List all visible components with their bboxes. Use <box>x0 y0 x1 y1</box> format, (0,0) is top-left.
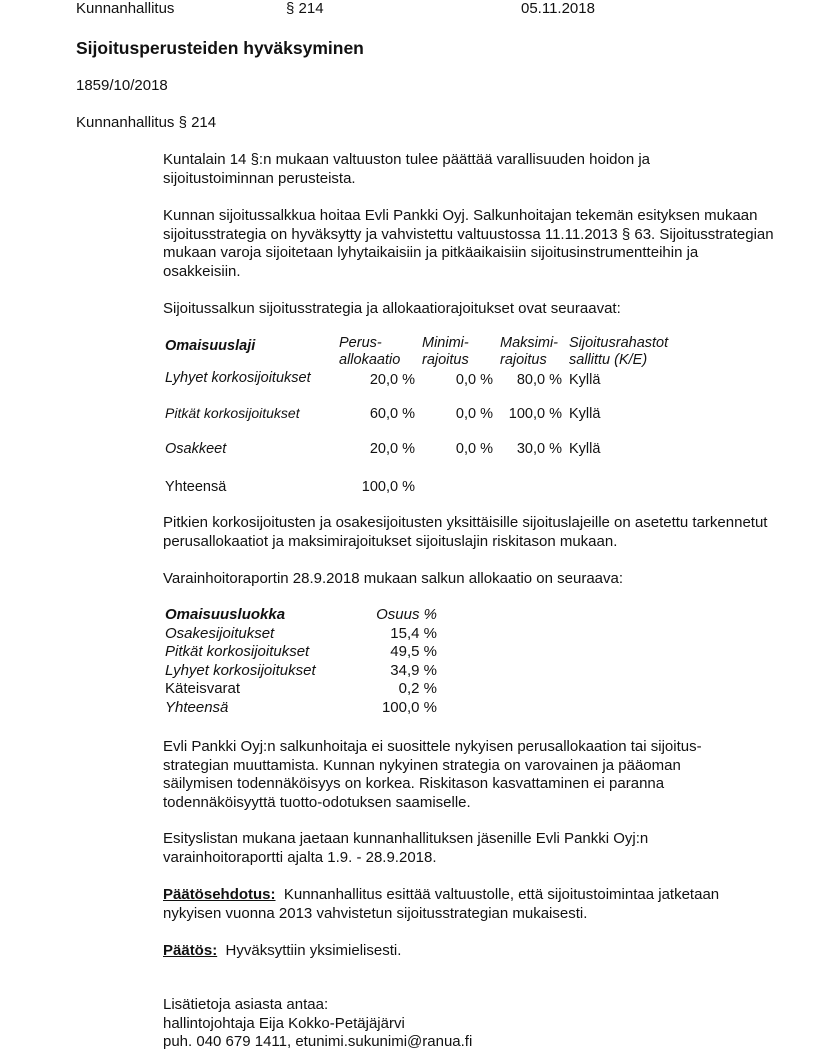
col-header-max-1: Maksimi- <box>500 335 558 351</box>
paragraph-text: Varainhoitoraportin 28.9.2018 mukaan salkun allokaatio on seuraava: <box>163 570 624 587</box>
row-share: 15,4 % <box>390 624 437 642</box>
row-funds: Kyllä <box>569 441 601 457</box>
paragraph-text: Evli Pankki Oyj:n salkunhoitaja ei suosittele nykyisen perusallokaation tai sijoitus-strategian muuttamista. Kunnan nykyinen strategia on varovainen ja pääoman säilymisen todennäköisyys on korkea. Riskitason kasvattaminen ei paranna todennäköisyyttä tuotto-odotuksen saamiselle. <box>163 738 702 811</box>
paragraph-strategy-intro <box>163 300 773 319</box>
contact-line-2: hallintojohtaja Eija Kokko-Petäjäjärvi <box>163 1014 405 1032</box>
paragraph-text: Kunnan sijoitussalkkua hoitaa Evli Pankki Oyj. Salkunhoitajan tekemän esityksen mukaan sijoitusstrategia on hyväksytty ja vahvistettu valtuustossa 11.11.2013 § 63. Sijoitusstrategian mukaan varoja sijoitetaan lyhytaikaisiin ja pitkäaikaisiin sijoitusinstrumentteihin ja osakkeisiin. <box>163 207 774 280</box>
total-base: 100,0 % <box>361 479 415 495</box>
row-funds: Kyllä <box>569 372 601 388</box>
paragraph-report-intro <box>163 570 773 589</box>
row-class: Lyhyet korkosijoitukset <box>165 661 316 679</box>
col-header-funds-1: Sijoitusrahastot <box>569 335 669 351</box>
row-asset: Osakkeet <box>165 441 227 457</box>
row-class: Käteisvarat <box>165 680 241 697</box>
allocation-header-row <box>165 606 445 625</box>
header-body: Kunnanhallitus <box>76 0 175 17</box>
row-share: 0,2 % <box>398 680 437 697</box>
paragraph-text: Kuntalain 14 §:n mukaan valtuuston tulee päättää varallisuuden hoidon ja sijoitustoiminnan perusteista. <box>163 151 651 187</box>
row-class: Pitkät korkosijoitukset <box>165 643 310 660</box>
allocation-row <box>165 662 445 681</box>
col-header-funds-2: sallittu (K/E) <box>569 352 648 368</box>
row-max: 80,0 % <box>516 372 562 388</box>
col-header-min-2: rajoitus <box>422 352 469 368</box>
header-section: § 214 <box>286 0 324 17</box>
row-class: Yhteensä <box>165 698 229 716</box>
allocation-row <box>165 680 445 699</box>
col-header-min-1: Minimi- <box>422 335 469 351</box>
row-share: 49,5 % <box>390 643 437 660</box>
decision-label: Päätös: <box>163 942 218 959</box>
row-asset: Lyhyet korkosijoitukset <box>165 370 311 386</box>
paragraph-distribution <box>163 830 723 867</box>
col-header-base-1: Perus- <box>339 335 382 351</box>
paragraph-portfolio-manager <box>163 207 778 281</box>
row-asset: Pitkät korkosijoitukset <box>165 405 300 421</box>
paragraph-text: Sijoitussalkun sijoitusstrategia ja allokaatiorajoitukset ovat seuraavat: <box>163 300 621 317</box>
col-header-base-2: allokaatio <box>339 352 401 368</box>
body-section: Kunnanhallitus § 214 <box>76 114 217 131</box>
decision-text: Hyväksyttiin yksimielisesti. <box>225 942 402 959</box>
contact-line-1: Lisätietoja asiasta antaa: <box>163 996 329 1013</box>
row-funds: Kyllä <box>569 406 601 422</box>
allocation-table <box>165 606 445 717</box>
row-share: 100,0 % <box>381 698 437 716</box>
paragraph-legal-basis <box>163 151 723 188</box>
contact-line-3: puh. 040 679 1411, etunimi.sukunimi@ranua.fi <box>163 1033 473 1050</box>
row-base: 20,0 % <box>369 441 415 457</box>
row-class: Osakesijoitukset <box>165 624 275 642</box>
decision-proposal <box>163 886 733 923</box>
col-header-max-2: rajoitus <box>500 352 547 368</box>
proposal-label: Päätösehdotus: <box>163 886 276 903</box>
row-min: 0,0 % <box>455 372 493 388</box>
paragraph-recommendation <box>163 738 748 812</box>
row-share: 34,9 % <box>390 661 437 679</box>
col-header-asset: Omaisuuslaji <box>165 338 256 354</box>
row-min: 0,0 % <box>455 441 493 457</box>
row-base: 60,0 % <box>369 406 415 422</box>
row-min: 0,0 % <box>455 406 493 422</box>
page-title: Sijoitusperusteiden hyväksyminen <box>76 38 364 58</box>
paragraph-refined-allocation <box>163 514 783 551</box>
allocation-row <box>165 625 445 644</box>
row-base: 20,0 % <box>369 372 415 388</box>
strategy-table <box>165 335 685 505</box>
decision <box>163 942 773 961</box>
col-header-class: Omaisuusluokka <box>165 606 286 623</box>
row-max: 100,0 % <box>508 406 562 422</box>
paragraph-text: Pitkien korkosijoitusten ja osakesijoitusten yksittäisille sijoituslajeille on asetettu tarkennetut perusallokaatiot ja maksimirajoitukset sijoituslajin riskitason mukaan. <box>163 514 768 550</box>
contact-info <box>163 996 773 1052</box>
case-number: 1859/10/2018 <box>76 77 168 94</box>
proposal-text: Kunnanhallitus esittää valtuustolle, että sijoitustoimintaa jatketaan nykyisen vuonna 2013 vahvistetun sijoitusstrategian mukaisesti. <box>163 886 720 922</box>
paragraph-text: Esityslistan mukana jaetaan kunnanhallituksen jäsenille Evli Pankki Oyj:n varainhoitoraportti ajalta 1.9. - 28.9.2018. <box>163 830 649 866</box>
row-max: 30,0 % <box>516 441 562 457</box>
total-label: Yhteensä <box>165 479 227 495</box>
header-date: 05.11.2018 <box>521 0 595 17</box>
allocation-total-row <box>165 699 445 718</box>
allocation-row <box>165 643 445 662</box>
col-header-share: Osuus % <box>376 606 437 623</box>
